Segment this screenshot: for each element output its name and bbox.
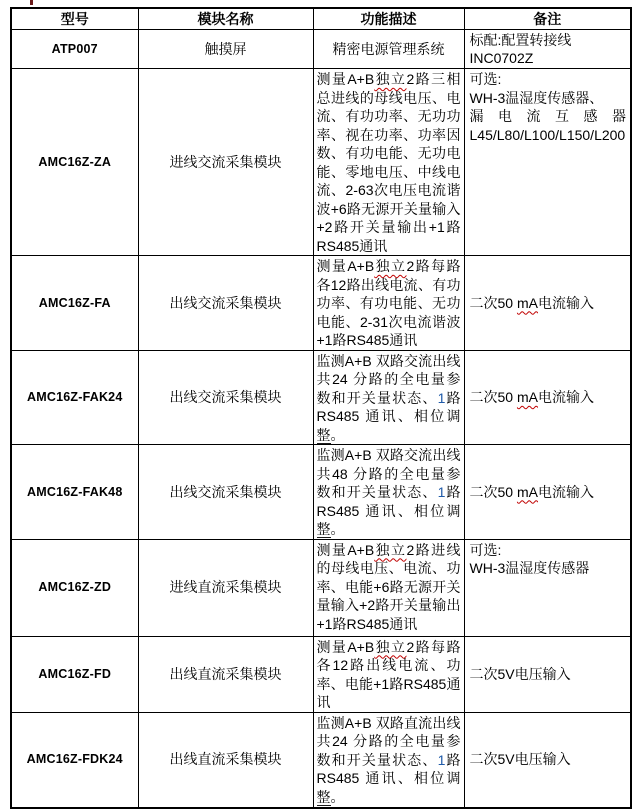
description-cell [313,539,464,636]
model-cell: AMC16Z-FAK48 [11,445,138,540]
table-body [11,30,631,808]
remark-cell [464,636,631,712]
text-segment: 二次5V电压输入 [469,665,571,682]
table-row [11,30,631,69]
description-cell [313,30,464,69]
text-segment: 。 [330,426,345,443]
text-segment: 标配:配置转接线 [469,31,572,48]
column-header-module: 模块名称 [138,8,313,30]
table-header [11,8,631,30]
model-cell: ATP007 [11,30,138,69]
text-segment: 1 [437,484,446,500]
text-segment: 独立 [374,71,407,87]
text-segment: 2路每路各12路出线电流、功率、电能+1路RS485通讯 [316,638,461,710]
text-segment: 二次50 [469,294,517,311]
module-cell: 出线交流采集模块 [138,350,313,445]
remark-cell [464,712,631,808]
module-cell: 出线直流采集模块 [138,712,313,808]
text-segment: mA [516,483,538,500]
spec-table [10,7,632,809]
text-segment: 路RS485 通讯、相位调 [316,484,461,519]
text-segment: mA [516,389,538,405]
module-cell: 出线交流采集模块 [138,445,313,540]
text-segment: 2路每路各12路出线电流、有功功率、有功电能、无功电能、2-31次电流谐波+1路RS485通讯 [316,258,461,348]
stray-mark [30,0,33,5]
description-cell [313,712,464,808]
remark-cell [464,69,631,256]
remark-cell [464,445,631,540]
table-row [11,350,631,445]
model-cell: AMC16Z-FAK24 [11,350,138,445]
text-segment: 测量A+B [316,638,375,655]
text-segment: 。 [330,788,345,805]
description-cell [313,350,464,445]
text-segment: 电流输入 [537,483,594,500]
text-segment: mA [516,294,538,311]
remark-cell [464,30,631,69]
table-row [11,539,631,636]
remark-cell [464,256,631,351]
text-segment: 独立 [374,258,407,274]
text-segment: 测量A+B [316,541,375,558]
text-segment: 1 [437,751,446,768]
table-row [11,256,631,351]
model-cell: AMC16Z-ZD [11,539,138,636]
text-segment: 路RS485 通讯、相位调 [316,751,461,786]
description-cell [313,256,464,351]
text-segment: 可选: [469,541,502,558]
remark-cell [464,350,631,445]
module-cell: 出线交流采集模块 [138,256,313,351]
text-segment: 测量A+B [316,258,375,274]
table-row [11,69,631,256]
description-cell [313,445,464,540]
column-header-description: 功能描述 [313,8,464,30]
text-segment: 监测A+B 双路交流出线共24 分路的全电量参数和开关量状态、 [316,352,461,406]
text-segment: 整 [316,426,331,443]
module-cell: 触摸屏 [138,30,313,69]
column-header-remark: 备注 [464,8,631,30]
model-cell: AMC16Z-ZA [11,69,138,256]
text-segment: 精密电源管理系统 [332,40,445,57]
model-cell: AMC16Z-FDK24 [11,712,138,808]
description-cell [313,69,464,256]
text-segment: 电流输入 [537,389,594,405]
text-segment: 二次50 [469,483,517,500]
text-segment: INC0702Z [469,50,534,66]
text-segment: 漏电流互感器 [469,108,626,124]
remark-cell [464,539,631,636]
text-segment: 监测A+B 双路直流出线共24 分路的全电量参数和开关量状态、 [316,714,461,768]
model-cell: AMC16Z-FA [11,256,138,351]
text-segment: L45/L80/L100/L150/L200 [469,126,626,143]
table-row [11,636,631,712]
description-cell [313,636,464,712]
text-segment: 可选: [469,71,502,87]
text-segment: 2路三相总进线的母线电压、电流、有功功率、无功功率、视在功率、功率因数、有功电能、无功电能、零地电压、中线电流、2-63次电压电流谐波+6路无源开关量输入+2路开关量输出+1路RS485通讯 [316,71,461,254]
module-cell: 进线直流采集模块 [138,539,313,636]
module-cell: 进线交流采集模块 [138,69,313,256]
text-segment: 二次5V电压输入 [469,751,571,768]
text-segment: 二次50 [469,389,517,405]
header-row [11,8,631,30]
model-cell: AMC16Z-FD [11,636,138,712]
text-segment: 电流输入 [537,294,594,311]
text-segment: 路RS485 通讯、相位调 [316,389,461,424]
module-cell: 出线直流采集模块 [138,636,313,712]
text-segment: 独立 [374,638,407,655]
text-segment: 2路进线的母线电压、电流、功率、电能+6路无源开关量输入+2路开关量输出+1路RS485通讯 [316,541,461,632]
text-segment: WH-3温湿度传感器 [469,560,590,576]
text-segment: 。 [330,521,345,537]
text-segment: 监测A+B 双路交流出线共48 分路的全电量参数和开关量状态、 [316,447,461,500]
text-segment: 1 [437,389,446,406]
table-row [11,712,631,808]
text-segment: 测量A+B [316,71,375,87]
text-segment: 独立 [374,541,407,558]
text-segment: 整 [316,521,331,537]
column-header-model: 型号 [11,8,138,30]
table-row [11,445,631,540]
text-segment: WH-3温湿度传感器、 [469,89,604,106]
text-segment: 整 [316,788,331,805]
